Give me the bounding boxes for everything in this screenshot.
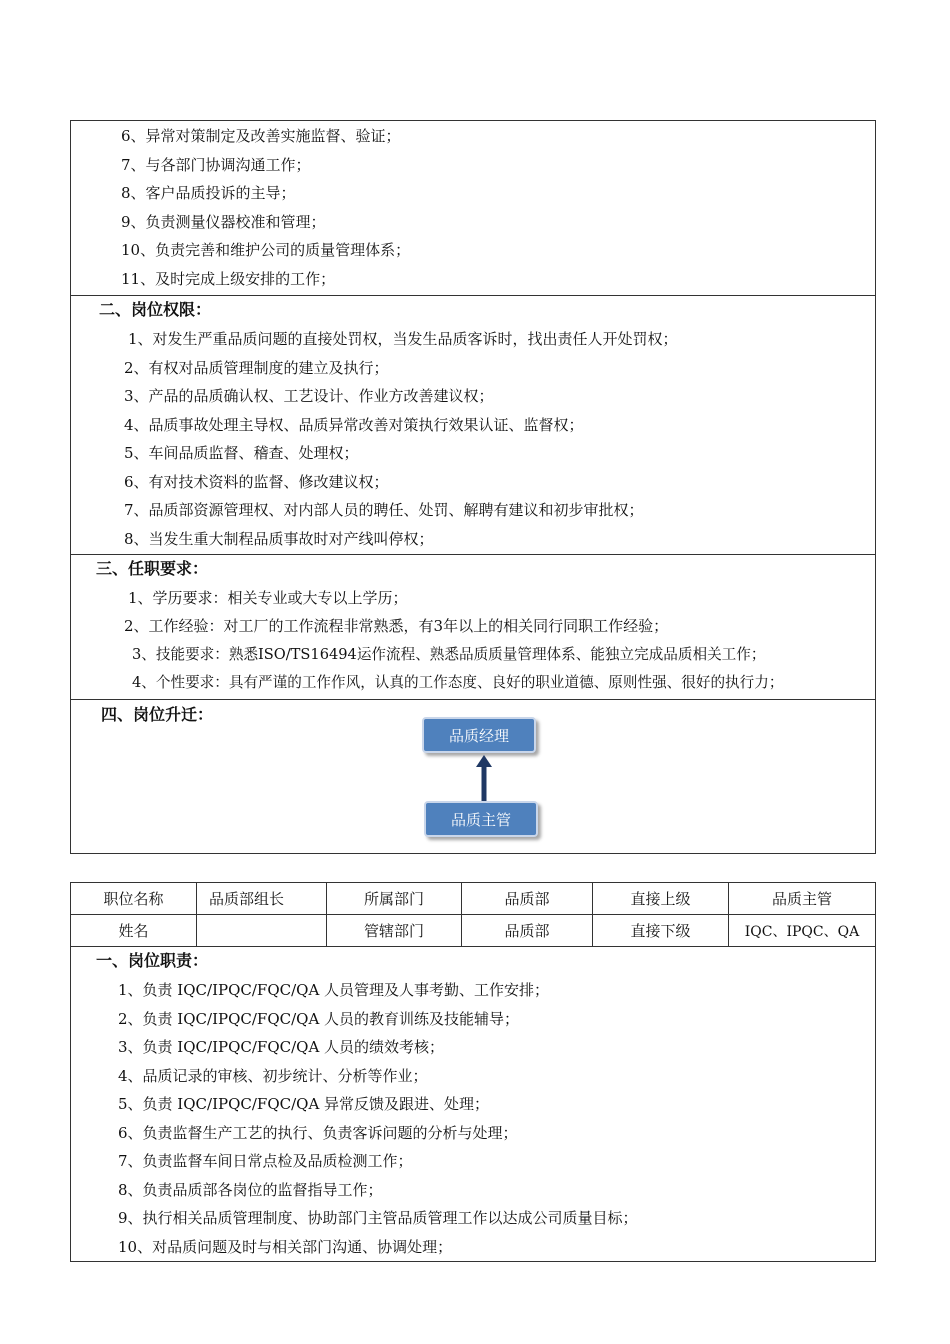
authority-item: 8、当发生重大制程品质事故时对产线叫停权； (124, 530, 434, 548)
position-info-row (71, 883, 875, 914)
requirement-item: 1、学历要求：相关专业或大专以上学历； (128, 589, 408, 607)
promotion-node-manager: 品质经理 (422, 717, 536, 753)
duty-item: 5、负责 IQC/IPQC/FQC/QA 异常反馈及跟进、处理； (118, 1095, 490, 1113)
duty-item: 11、及时完成上级安排的工作； (121, 270, 336, 288)
name-info-row (71, 914, 875, 946)
duty-item: 6、负责监督生产工艺的执行、负责客诉问题的分析与处理； (118, 1124, 518, 1142)
promotion-arrow-icon (474, 755, 494, 801)
promotion-node-supervisor: 品质主管 (424, 801, 538, 837)
authority-item: 6、有对技术资料的监督、修改建议权； (124, 473, 389, 491)
requirements-heading: 三、任职要求： (96, 559, 209, 578)
value-managed-department: 品质部 (461, 915, 592, 946)
authority-item: 7、品质部资源管理权、对内部人员的聘任、处罚、解聘有建议和初步审批权； (124, 501, 644, 519)
authority-heading: 二、岗位权限： (99, 300, 212, 319)
promotion-section (71, 699, 875, 853)
requirements-section (71, 554, 875, 699)
label-name: 姓名 (118, 922, 149, 940)
authority-item: 3、产品的品质确认权、工艺设计、作业方改善建议权； (124, 387, 494, 405)
duties-heading: 一、岗位职责： (96, 951, 209, 970)
duty-item: 6、异常对策制定及改善实施监督、验证； (121, 127, 401, 145)
requirement-item: 4、个性要求：具有严谨的工作作风，认真的工作态度、良好的职业道德、原则性强、很好的执行力； (132, 674, 784, 691)
value-direct-subordinate: IQC、IPQC、QA (728, 915, 875, 946)
duty-item: 1、负责 IQC/IPQC/FQC/QA 人员管理及人事考勤、工作安排； (118, 981, 550, 999)
duty-item: 10、负责完善和维护公司的质量管理体系； (121, 241, 411, 259)
duty-item: 9、负责测量仪器校准和管理； (121, 213, 326, 231)
value-direct-superior: 品质主管 (728, 883, 875, 914)
authority-item: 1、对发生严重品质问题的直接处罚权，当发生品质客诉时，找出责任人开处罚权； (128, 330, 678, 348)
duty-item: 7、与各部门协调沟通工作； (121, 156, 311, 174)
label-direct-subordinate: 直接下级 (592, 915, 728, 946)
duty-item: 3、负责 IQC/IPQC/FQC/QA 人员的绩效考核； (118, 1038, 445, 1056)
authority-item: 4、品质事故处理主导权、品质异常改善对策执行效果认证、监督权； (124, 416, 584, 434)
upper-table (70, 120, 876, 854)
requirement-item: 2、工作经验：对工厂的工作流程非常熟悉，有3年以上的相关同行同职工作经验； (124, 617, 669, 635)
requirement-item: 3、技能要求：熟悉ISO/TS16494运作流程、熟悉品质质量管理体系、能独立完成品质相关工作； (132, 646, 766, 663)
value-position-name: 品质部组长 (196, 883, 326, 914)
duty-item: 8、负责品质部各岗位的监督指导工作； (118, 1181, 383, 1199)
label-direct-superior: 直接上级 (592, 883, 728, 914)
promotion-heading: 四、岗位升迁： (101, 705, 214, 724)
duties-continued-section (71, 121, 875, 295)
authority-item: 2、有权对品质管理制度的建立及执行； (124, 359, 389, 377)
duty-item: 10、对品质问题及时与相关部门沟通、协调处理； (118, 1238, 453, 1256)
duties-section (71, 946, 875, 1262)
authority-section (71, 295, 875, 554)
duty-item: 2、负责 IQC/IPQC/FQC/QA 人员的教育训练及技能辅导； (118, 1010, 520, 1028)
authority-item: 5、车间品质监督、稽查、处理权； (124, 444, 359, 462)
duty-item: 9、执行相关品质管理制度、协助部门主管品质管理工作以达成公司质量目标； (118, 1209, 638, 1227)
value-department: 品质部 (461, 883, 592, 914)
duty-item: 8、客户品质投诉的主导； (121, 184, 296, 202)
duty-item: 4、品质记录的审核、初步统计、分析等作业； (118, 1067, 428, 1085)
lower-table (70, 882, 876, 1262)
label-department: 所属部门 (326, 883, 461, 914)
duty-item: 7、负责监督车间日常点检及品质检测工作； (118, 1152, 413, 1170)
label-managed-department: 管辖部门 (326, 915, 461, 946)
value-name (196, 915, 326, 946)
label-position-name: 职位名称 (103, 890, 164, 908)
